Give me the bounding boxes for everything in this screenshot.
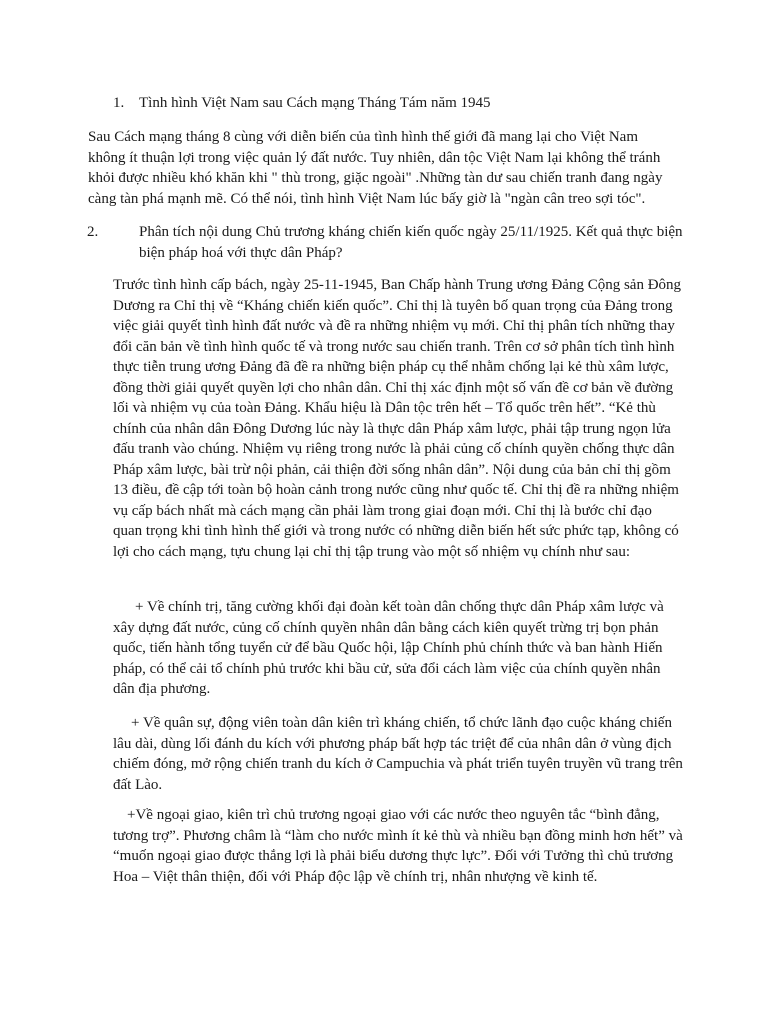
section-2-number: 2. (87, 224, 99, 240)
section-2-item-diplomacy: +Về ngoại giao, kiên trì chủ trương ngoại giao với các nước theo nguyên tắc “bình đẳng, tương trợ”. Phương châm là “làm cho nước mình ít kẻ thù và nhiều bạn đồng minh hơn hết” và “muốn ngoại giao được thắng lợi là phải biểu dương thực lực”. Đối với Tưởng thì chủ trương Hoa – Việt thân thiện, đối với Pháp độc lập về chính trị, nhân nhượng về kinh tế. (113, 807, 683, 885)
section-2-item-politics: + Về chính trị, tăng cường khối đại đoàn kết toàn dân chống thực dân Pháp xâm lược và xây dựng đất nước, củng cố chính quyền nhân dân bằng cách kiên quyết trừng trị bọn phản quốc, tiến hành tổng tuyển cử để bầu Quốc hội, lập Chính phủ chính thức và ban hành Hiến pháp, có thể cải tổ chính phủ trước khi bầu cử, sửa đổi cách làm việc của chính quyền nhân dân địa phương. (113, 599, 664, 697)
section-2-paragraph: Trước tình hình cấp bách, ngày 25-11-1945, Ban Chấp hành Trung ương Đảng Cộng sản Đông Dương ra Chỉ thị về “Kháng chiến kiến quốc”. Chỉ thị là tuyên bố quan trọng của Đảng trong việc giải quyết tình hình đất nước và đề ra những nhiệm vụ mới. Chỉ thị phân tích những thay đổi căn bản về tình hình quốc tế và trong nước sau chiến tranh. Trên cơ sở phân tích tình hình thực tiễn trung ương Đảng đã đề ra những biện pháp cụ thể nhằm chống lại kẻ thù xâm lược, đồng thời giải quyết quyền lợi cho nhân dân. Chỉ thị xác định một số vấn đề cơ bản về đường lối và nhiệm vụ của toàn Đảng. Khẩu hiệu là Dân tộc trên hết – Tổ quốc trên hết”. “Kẻ thù chính của nhân dân Đông Dương lúc này là thực dân Pháp xâm lược, phải tập trung ngọn lửa đấu tranh vào chúng. Nhiệm vụ riêng trong nước là phải củng cố chính quyền chống thực dân Pháp xâm lược, bài trừ nội phản, cải thiện đời sống nhân dân”. Nội dung của bản chỉ thị gồm 13 điều, đề cập tới toàn bộ hoàn cảnh trong nước cũng như quốc tế. Chỉ thị đề ra những nhiệm vụ cấp bách nhất mà cách mạng cần phải làm trong giai đoạn mới. Chỉ thị là bước chỉ đạo quan trọng khi tình hình thế giới và trong nước có những diễn biến hết sức phức tạp, không có lợi cho cách mạng, tựu chung lại chỉ thị tập trung vào một số nhiệm vụ chính như sau: (113, 277, 682, 560)
section-1-title: Tình hình Việt Nam sau Cách mạng Tháng Tám năm 1945 (139, 95, 491, 111)
section-2-title: Phân tích nội dung Chủ trương kháng chiến kiến quốc ngày 25/11/1925. Kết quả thực biện biện pháp hoá với thực dân Pháp? (139, 224, 683, 261)
section-1-heading (113, 93, 713, 114)
section-1-number: 1. (113, 95, 125, 111)
section-2-item-military: + Về quân sự, động viên toàn dân kiên trì kháng chiến, tổ chức lãnh đạo cuộc kháng chiến lâu dài, dùng lối đánh du kích với phương pháp bất hợp tác triệt để của nhân dân ở vùng địch chiếm đóng, mở rộng chiến tranh du kích ở Campuchia và phát triển tuyên truyền vũ trang trên đất Lào. (113, 715, 683, 793)
section-2-heading (87, 222, 704, 263)
section-1-paragraph: Sau Cách mạng tháng 8 cùng với diễn biến của tình hình thế giới đã mang lại cho Việt Nam không ít thuận lợi trong việc quản lý đất nước. Tuy nhiên, dân tộc Việt Nam lại không thể tránh khỏi được nhiều khó khăn khi " thù trong, giặc ngoài" .Những tàn dư sau chiến tranh đang ngày càng tàn phá mạnh mẽ. Có thể nói, tình hình Việt Nam lúc bấy giờ là "ngàn cân treo sợi tóc". (88, 129, 663, 207)
